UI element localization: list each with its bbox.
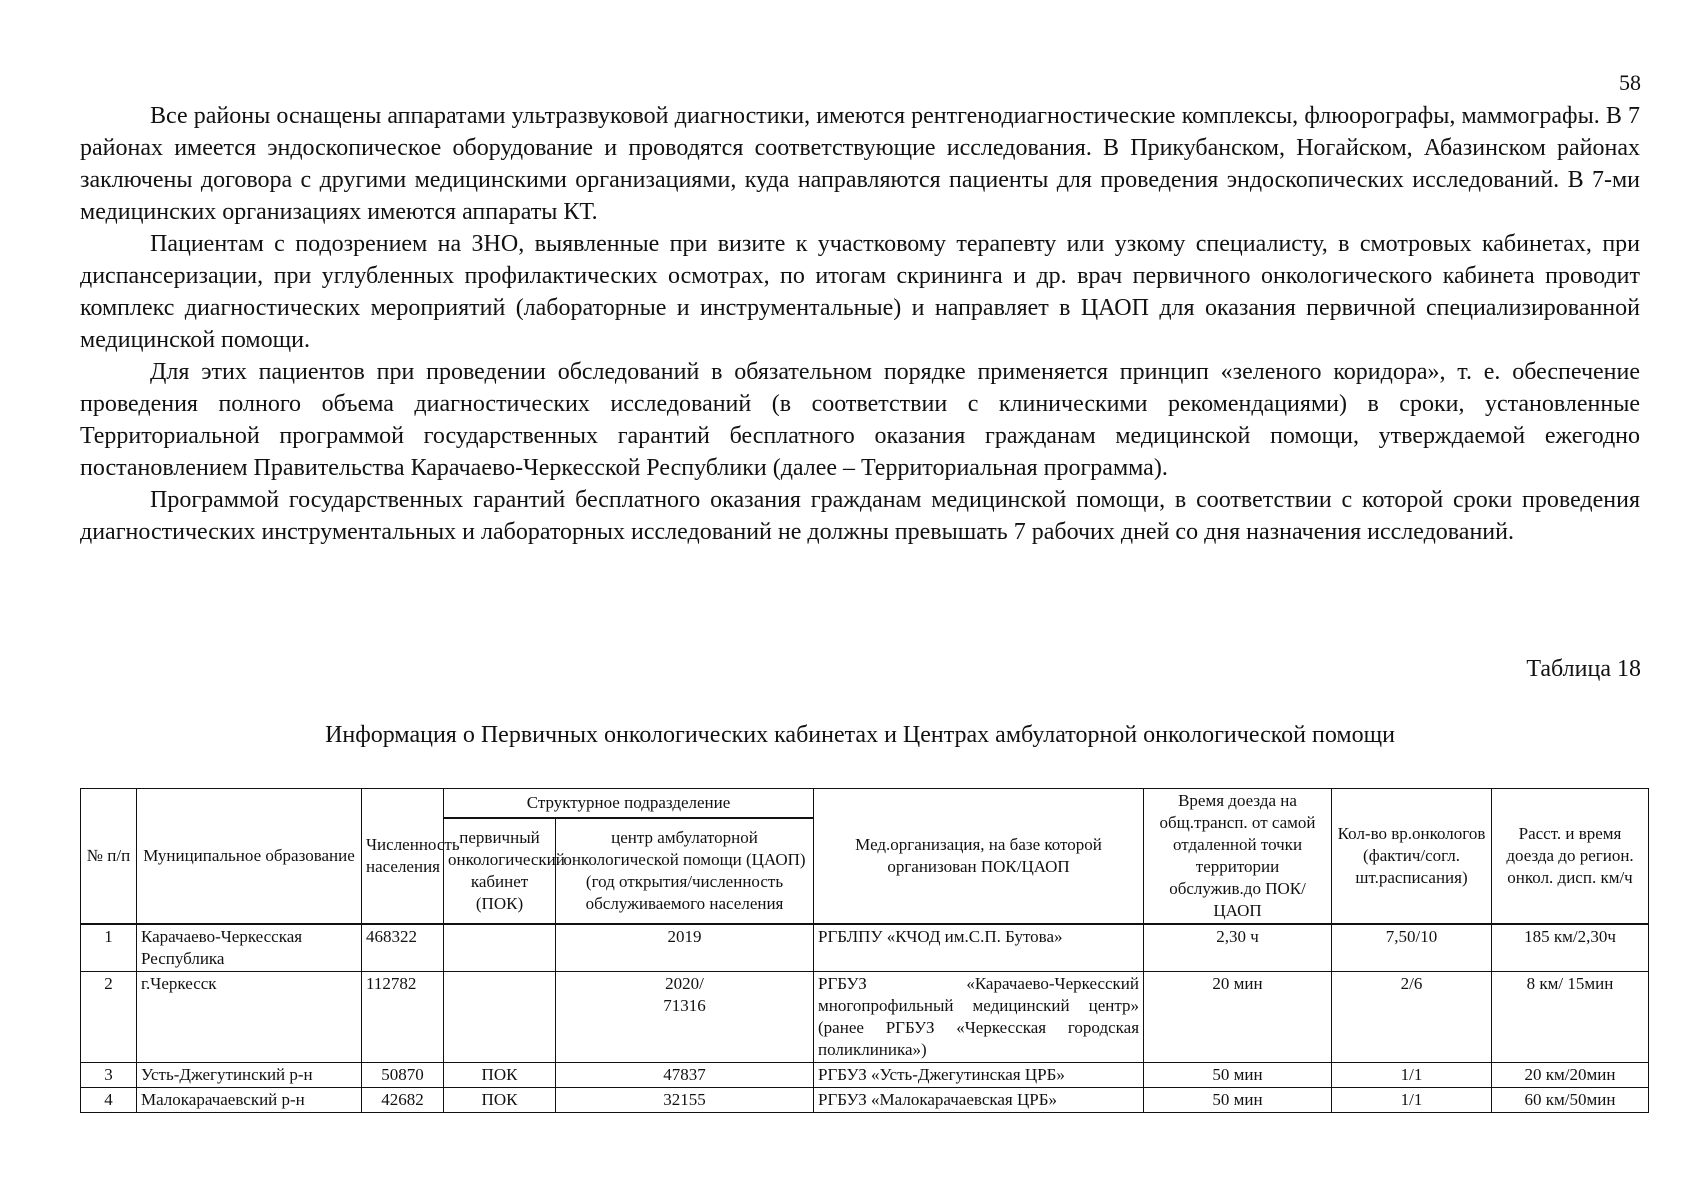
cell-pok bbox=[444, 924, 556, 972]
header-pok: первичный онкологический кабинет (ПОК) bbox=[444, 818, 556, 924]
cell-municipality: Усть-Джегутинский р-н bbox=[137, 1063, 362, 1088]
page-number: 58 bbox=[1619, 70, 1641, 95]
cell-med-org: РГБУЗ «Малокарачаевская ЦРБ» bbox=[814, 1088, 1144, 1113]
cell-municipality: Малокарачаевский р-н bbox=[137, 1088, 362, 1113]
cell-distance: 185 км/2,30ч bbox=[1492, 924, 1649, 972]
header-structural-unit: Структурное подразделение bbox=[444, 789, 814, 818]
cell-oncologists: 2/6 bbox=[1332, 972, 1492, 1063]
cell-num: 1 bbox=[81, 924, 137, 972]
cell-num: 2 bbox=[81, 972, 137, 1063]
table-header bbox=[81, 789, 1649, 925]
table-row bbox=[81, 1088, 1649, 1113]
cell-caop bbox=[556, 972, 814, 1063]
cell-population: 468322 bbox=[362, 924, 444, 972]
paragraph: Все районы оснащены аппаратами ультразвуковой диагностики, имеются рентгенодиагностические комплексы, флюорографы, маммографы. В 7 районах имеется эндоскопическое оборудование и проводятся соответствующие исследования. В Прикубанском, Ногайском, Абазинском районах заключены договора с другими медицинскими организациями, куда направляются пациенты для проведения эндоскопических исследований. В 7-ми медицинских организациях имеются аппараты КТ. bbox=[80, 103, 1640, 225]
header-caop: центр амбулаторной онкологической помощи (ЦАОП) (год открытия/численность обслуживаемого населения bbox=[556, 818, 814, 924]
cell-distance: 8 км/ 15мин bbox=[1492, 972, 1649, 1063]
cell-population: 50870 bbox=[362, 1063, 444, 1088]
cell-caop-year: 2019 bbox=[667, 927, 702, 946]
table-title: Информация о Первичных онкологических кабинетах и Центрах амбулаторной онкологической помощи bbox=[325, 722, 1395, 748]
cell-caop-year: 47837 bbox=[663, 1065, 706, 1084]
cell-population: 112782 bbox=[362, 972, 444, 1063]
body-text bbox=[80, 100, 1640, 548]
cell-municipality: Карачаево-Черкесская Республика bbox=[137, 924, 362, 972]
cell-med-org: РГБУЗ «Карачаево-Черкесский многопрофильный медицинский центр» (ранее РГБУЗ «Черкесская городская поликлиника») bbox=[814, 972, 1144, 1063]
cell-caop-year: 2020/ bbox=[665, 974, 704, 993]
cell-med-org: РГБУЗ «Усть-Джегутинская ЦРБ» bbox=[814, 1063, 1144, 1088]
table-row bbox=[81, 972, 1649, 1063]
cell-caop bbox=[556, 924, 814, 972]
table-row bbox=[81, 924, 1649, 972]
header-travel-time: Время доезда на общ.трансп. от самой отдаленной точки территории обслужив.до ПОК/ЦАОП bbox=[1144, 789, 1332, 925]
cell-caop-population: 71316 bbox=[663, 996, 706, 1015]
cell-caop-year: 32155 bbox=[663, 1090, 706, 1109]
cell-caop bbox=[556, 1088, 814, 1113]
header-population: Численность населения bbox=[362, 789, 444, 925]
cell-municipality: г.Черкесск bbox=[137, 972, 362, 1063]
table-row bbox=[81, 1063, 1649, 1088]
cell-num: 3 bbox=[81, 1063, 137, 1088]
cell-oncologists: 1/1 bbox=[1332, 1063, 1492, 1088]
cell-pok bbox=[444, 972, 556, 1063]
cell-med-org: РГБЛПУ «КЧОД им.С.П. Бутова» bbox=[814, 924, 1144, 972]
cell-travel-time: 50 мин bbox=[1144, 1063, 1332, 1088]
header-distance: Расст. и время доезда до регион. онкол. дисп. км/ч bbox=[1492, 789, 1649, 925]
cell-caop bbox=[556, 1063, 814, 1088]
cell-distance: 20 км/20мин bbox=[1492, 1063, 1649, 1088]
table-caption: Таблица 18 bbox=[1526, 656, 1641, 682]
cell-distance: 60 км/50мин bbox=[1492, 1088, 1649, 1113]
cell-pok: ПОК bbox=[444, 1063, 556, 1088]
oncology-table bbox=[80, 788, 1649, 1113]
header-num: № п/п bbox=[81, 789, 137, 925]
cell-num: 4 bbox=[81, 1088, 137, 1113]
cell-oncologists: 7,50/10 bbox=[1332, 924, 1492, 972]
cell-travel-time: 20 мин bbox=[1144, 972, 1332, 1063]
header-oncologists: Кол-во вр.онкологов (фактич/согл. шт.расписания) bbox=[1332, 789, 1492, 925]
paragraph: Пациентам с подозрением на ЗНО, выявленные при визите к участковому терапевту или узкому специалисту, в смотровых кабинетах, при диспансеризации, при углубленных профилактических осмотрах, по итогам скрининга и др. врач первичного онкологического кабинета проводит комплекс диагностических мероприятий (лабораторные и инструментальные) и направляет в ЦАОП для оказания первичной специализированной медицинской помощи. bbox=[80, 231, 1640, 353]
cell-oncologists: 1/1 bbox=[1332, 1088, 1492, 1113]
cell-travel-time: 50 мин bbox=[1144, 1088, 1332, 1113]
header-med-org: Мед.организация, на базе которой организован ПОК/ЦАОП bbox=[814, 789, 1144, 925]
cell-pok: ПОК bbox=[444, 1088, 556, 1113]
paragraph: Для этих пациентов при проведении обследований в обязательном порядке применяется принцип «зеленого коридора», т. е. обеспечение проведения полного объема диагностических исследований (в соответствии с клиническими рекомендациями) в сроки, установленные Территориальной программой государственных гарантий бесплатного оказания гражданам медицинской помощи, утверждаемой ежегодно постановлением Правительства Карачаево-Черкесской Республики (далее – Территориальная программа). bbox=[80, 359, 1640, 481]
paragraph: Программой государственных гарантий бесплатного оказания гражданам медицинской помощи, в соответствии с которой сроки проведения диагностических инструментальных и лабораторных исследований не должны превышать 7 рабочих дней со дня назначения исследований. bbox=[80, 487, 1640, 545]
header-municipality: Муниципальное образование bbox=[137, 789, 362, 925]
cell-travel-time: 2,30 ч bbox=[1144, 924, 1332, 972]
cell-population: 42682 bbox=[362, 1088, 444, 1113]
